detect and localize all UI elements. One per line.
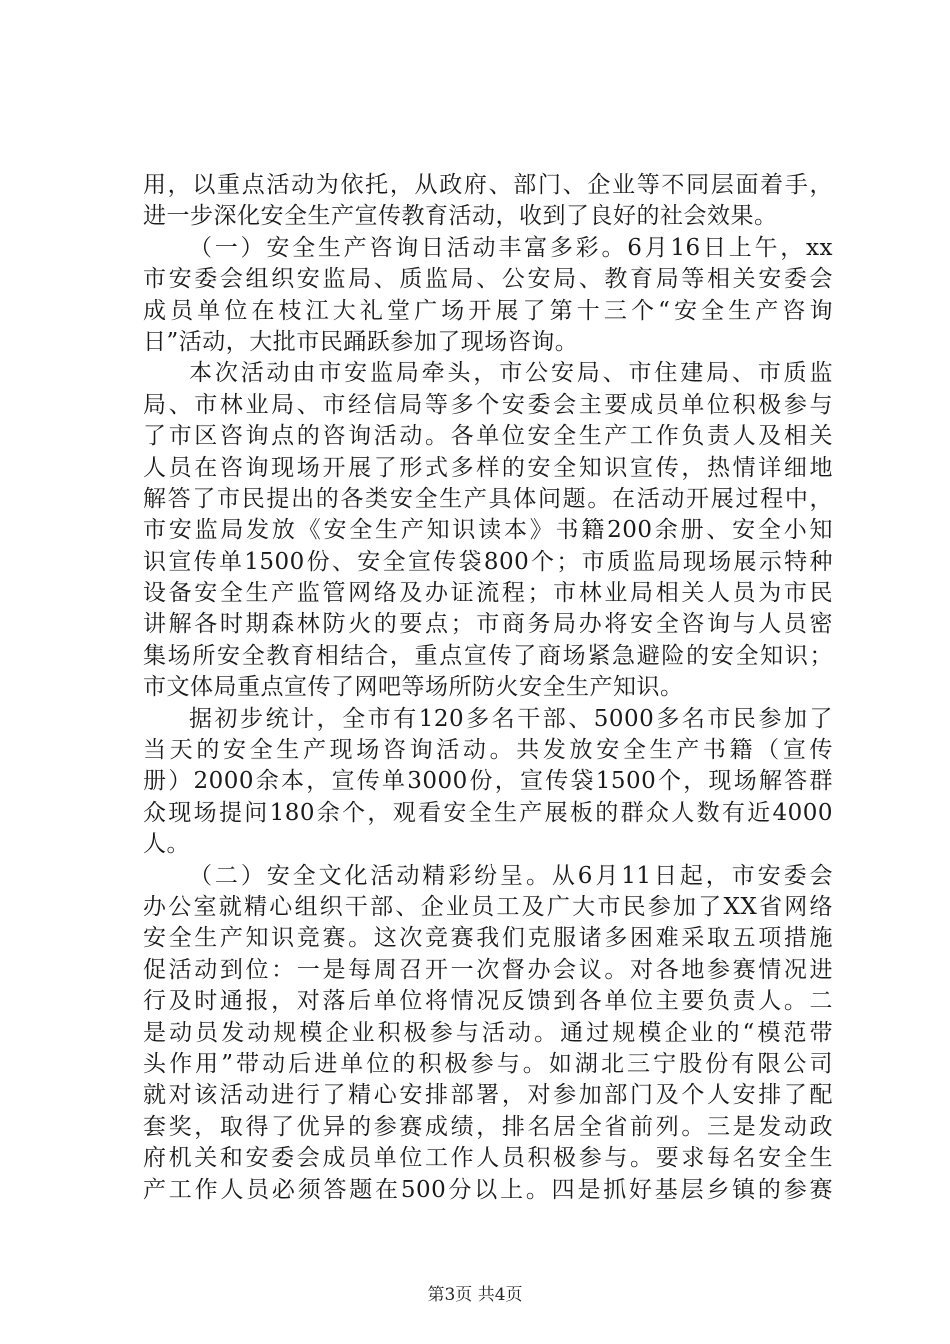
text-line: 是动员发动规模企业积极参与活动。通过规模企业的“模范带 <box>143 1019 833 1046</box>
text-line: 当天的安全生产现场咨询活动。共发放安全生产书籍（宣传 <box>143 737 833 764</box>
text-line: 成员单位在枝江大礼堂广场开展了第十三个“安全生产咨询 <box>143 297 833 324</box>
text-line: 头作用”带动后进单位的积极参与。如湖北三宁股份有限公司 <box>143 1050 833 1077</box>
text-line: 办公室就精心组织干部、企业员工及广大市民参加了XX省网络 <box>143 893 833 920</box>
text-line: 了市区咨询点的咨询活动。各单位安全生产工作负责人及相关 <box>143 423 833 450</box>
page-number-footer: 第3页 共4页 <box>427 1285 523 1305</box>
text-line: 讲解各时期森林防火的要点；市商务局办将安全咨询与人员密 <box>143 611 833 638</box>
text-line: 市安委会组织安监局、质监局、公安局、教育局等相关安委会 <box>143 266 833 293</box>
text-line: 据初步统计，全市有120多名干部、5000多名市民参加了 <box>189 705 833 732</box>
text-line: 众现场提问180余个，观看安全生产展板的群众人数有近4000 <box>143 799 833 826</box>
text-line: 人员在咨询现场开展了形式多样的安全知识宣传，热情详细地 <box>143 454 833 481</box>
text-line: 套奖，取得了优异的参赛成绩，排名居全省前列。三是发动政 <box>143 1113 833 1140</box>
text-line: 册）2000余本，宣传单3000份，宣传袋1500个，现场解答群 <box>143 768 833 795</box>
text-line: 日”活动，大批市民踊跃参加了现场咨询。 <box>143 328 579 355</box>
text-line: 解答了市民提出的各类安全生产具体问题。在活动开展过程中， <box>143 485 833 512</box>
text-line: 府机关和安委会成员单位工作人员积极参与。要求每名安全生 <box>143 1145 833 1172</box>
text-line: 设备安全生产监管网络及办证流程；市林业局相关人员为市民 <box>143 580 833 607</box>
text-line: 集场所安全教育相结合，重点宣传了商场紧急避险的安全知识； <box>143 642 833 669</box>
text-line: 人。 <box>143 831 190 858</box>
text-line: 产工作人员必须答题在500分以上。四是抓好基层乡镇的参赛 <box>143 1176 833 1203</box>
document-body <box>143 170 833 1206</box>
text-line: 行及时通报，对落后单位将情况反馈到各单位主要负责人。二 <box>143 988 833 1015</box>
text-line: 市文体局重点宣传了网吧等场所防火安全生产知识。 <box>143 674 684 701</box>
text-line: 识宣传单1500份、安全宣传袋800个；市质监局现场展示特种 <box>143 548 833 575</box>
text-line: 进一步深化安全生产宣传教育活动，收到了良好的社会效果。 <box>143 203 778 230</box>
text-line: 促活动到位：一是每周召开一次督办会议。对各地参赛情况进 <box>143 956 833 983</box>
text-line: （二）安全文化活动精彩纷呈。从6月11日起，市安委会 <box>189 862 833 889</box>
text-line: （一）安全生产咨询日活动丰富多彩。6月16日上午，xx <box>189 234 833 261</box>
text-line: 本次活动由市安监局牵头，市公安局、市住建局、市质监 <box>189 360 833 387</box>
text-line: 安全生产知识竞赛。这次竞赛我们克服诸多困难采取五项措施 <box>143 925 833 952</box>
text-line: 市安监局发放《安全生产知识读本》书籍200余册、安全小知 <box>143 517 833 544</box>
text-line: 局、市林业局、市经信局等多个安委会主要成员单位积极参与 <box>143 391 833 418</box>
text-line: 就对该活动进行了精心安排部署，对参加部门及个人安排了配 <box>143 1082 833 1109</box>
text-line: 用，以重点活动为依托，从政府、部门、企业等不同层面着手， <box>143 172 833 198</box>
